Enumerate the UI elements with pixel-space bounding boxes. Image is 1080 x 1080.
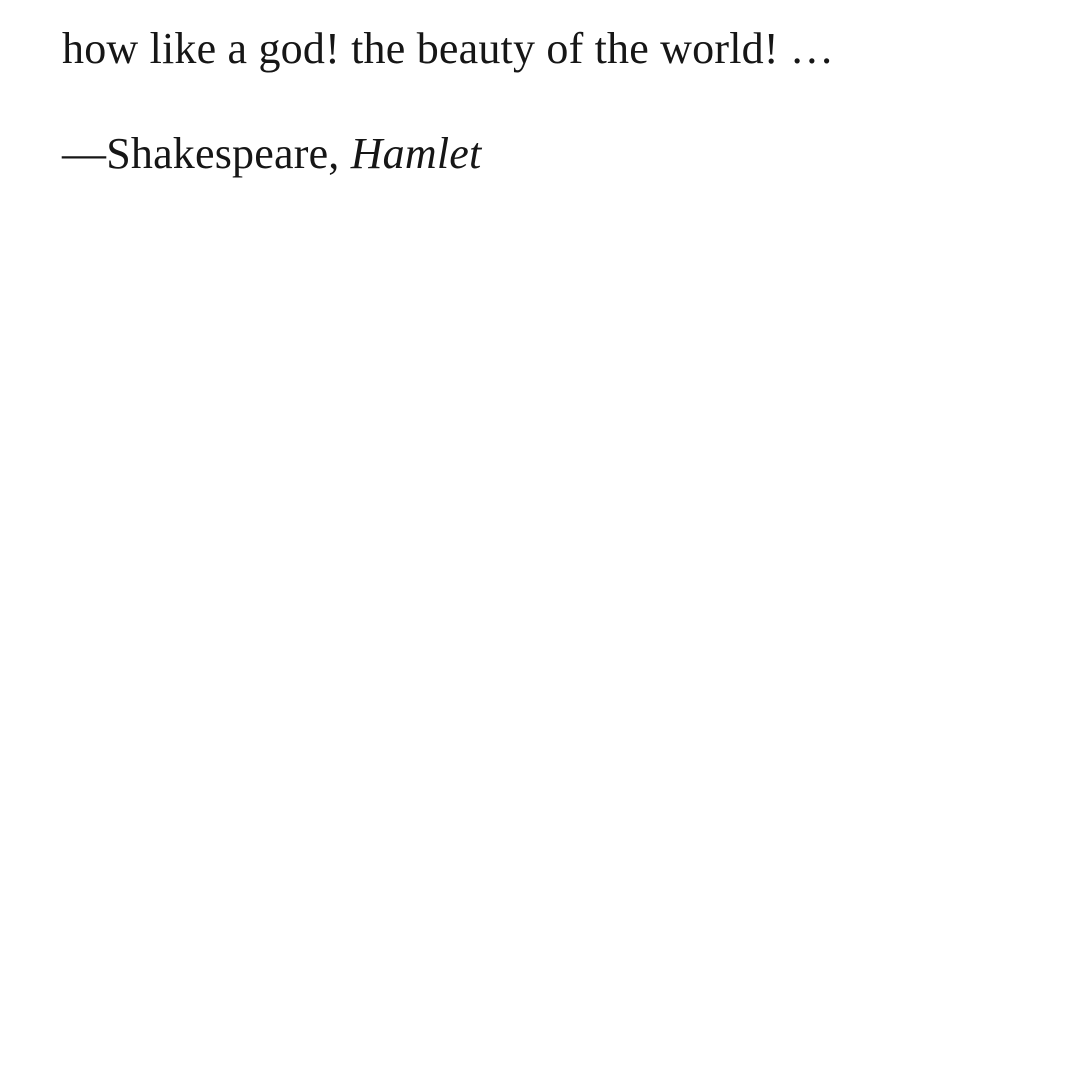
- attribution-author: —Shakespeare,: [62, 129, 351, 179]
- attribution: [62, 123, 1020, 185]
- quote-text: how like a god! the beauty of the world! …: [62, 24, 835, 73]
- attribution-work-title: Hamlet: [350, 129, 482, 179]
